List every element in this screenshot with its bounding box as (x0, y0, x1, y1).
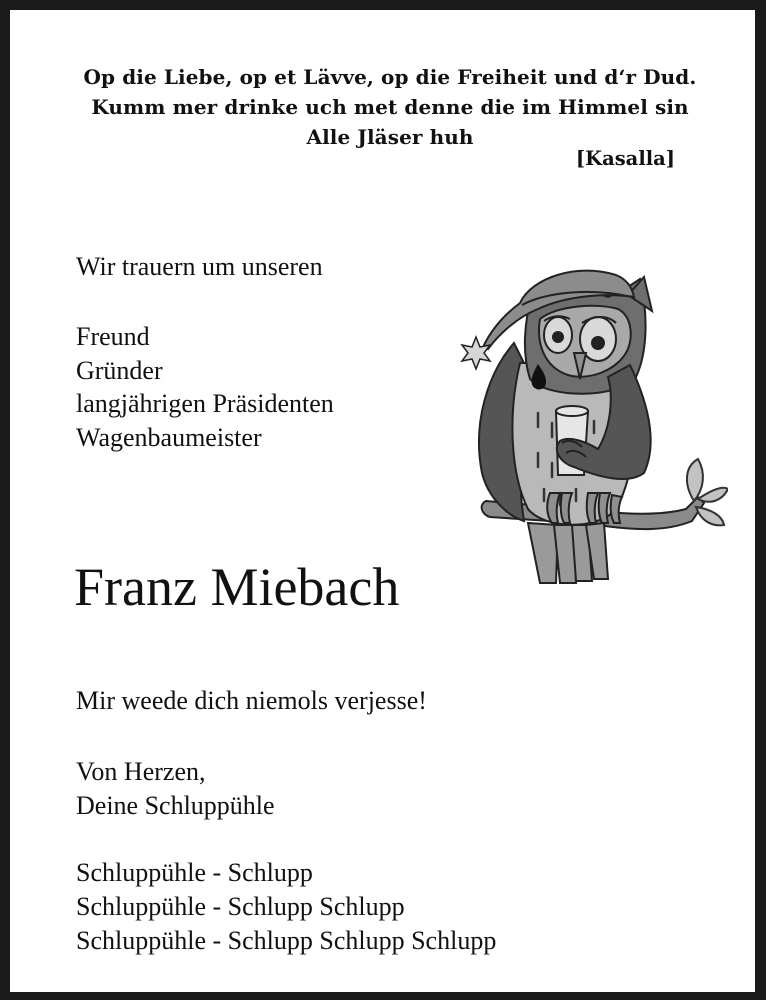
closing-sender: Deine Schluppühle (76, 791, 275, 820)
role-friend: Freund (76, 322, 150, 351)
closing-block (76, 755, 275, 823)
intro-text: Wir trauern um unseren (76, 252, 323, 281)
deceased-name: Franz Miebach (74, 557, 400, 617)
closing-greeting: Von Herzen, (76, 757, 206, 786)
chant-line-1: Schluppühle - Schlupp (76, 858, 313, 887)
quote-line-3: Alle Jläser huh (306, 125, 474, 149)
quote-source: [Kasalla] (575, 147, 675, 170)
crying-owl-icon (448, 253, 728, 588)
quote-line-1: Op die Liebe, op et Lävve, op die Freiheit und d‘r Dud. (83, 65, 697, 89)
chant-block (76, 856, 496, 958)
role-president: langjährigen Präsidenten (76, 389, 334, 418)
roles-list (76, 320, 334, 454)
role-wagon-builder: Wagenbaumeister (76, 422, 262, 452)
quote-line-2: Kumm mer drinke uch met denne die im Himmel sin (91, 95, 689, 119)
chant-line-3: Schluppühle - Schlupp Schlupp Schlupp (76, 926, 497, 955)
chant-line-2: Schluppühle - Schlupp Schlupp (76, 892, 405, 921)
farewell-text: Mir weede dich niemols verjesse! (76, 686, 427, 715)
role-founder: Gründer (76, 355, 163, 385)
kasalla-quote (70, 62, 710, 152)
